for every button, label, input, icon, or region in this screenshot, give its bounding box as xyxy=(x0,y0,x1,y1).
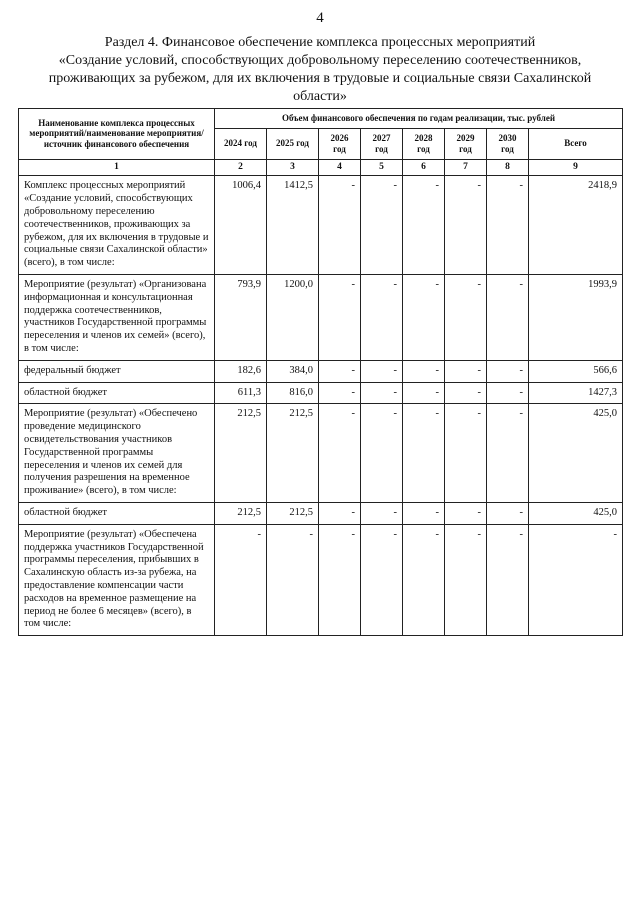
cell-total: 1993,9 xyxy=(529,275,623,361)
cell-2027: - xyxy=(361,382,403,404)
table-row xyxy=(19,176,623,275)
cell-2028: - xyxy=(403,176,445,275)
page-number: 4 xyxy=(316,10,324,26)
column-number: 4 xyxy=(319,159,361,176)
section-title: Раздел 4. Финансовое обеспечение комплекса процессных мероприятий xyxy=(104,35,536,50)
header-year-2028: 2028 год xyxy=(403,128,445,159)
section-heading xyxy=(24,34,616,106)
table-row xyxy=(19,360,623,382)
column-number: 8 xyxy=(487,159,529,176)
cell-total: 566,6 xyxy=(529,360,623,382)
header-total: Всего xyxy=(529,128,623,159)
cell-2027: - xyxy=(361,275,403,361)
finance-table-container xyxy=(18,108,622,636)
cell-2024: 212,5 xyxy=(215,503,267,525)
cell-2030: - xyxy=(487,404,529,503)
cell-2024: 182,6 xyxy=(215,360,267,382)
cell-2028: - xyxy=(403,382,445,404)
section-subtitle: «Создание условий, способствующих добровольному переселению соотечественников, проживающих за рубежом, для их включения в трудовые и социальные связи Сахалинской области» xyxy=(48,52,592,104)
cell-2028: - xyxy=(403,275,445,361)
cell-2028: - xyxy=(403,503,445,525)
cell-2029: - xyxy=(445,524,487,635)
cell-total: 425,0 xyxy=(529,404,623,503)
cell-total: 2418,9 xyxy=(529,176,623,275)
cell-2029: - xyxy=(445,404,487,503)
column-number: 9 xyxy=(529,159,623,176)
cell-2026: - xyxy=(319,404,361,503)
cell-2026: - xyxy=(319,275,361,361)
cell-2027: - xyxy=(361,503,403,525)
cell-2027: - xyxy=(361,176,403,275)
row-name: федеральный бюджет xyxy=(19,360,215,382)
header-year-2030: 2030 год xyxy=(487,128,529,159)
cell-2030: - xyxy=(487,360,529,382)
cell-2029: - xyxy=(445,176,487,275)
cell-2024: 1006,4 xyxy=(215,176,267,275)
cell-2028: - xyxy=(403,524,445,635)
cell-2030: - xyxy=(487,382,529,404)
cell-2025: 816,0 xyxy=(267,382,319,404)
header-year-2026: 2026 год xyxy=(319,128,361,159)
column-number: 2 xyxy=(215,159,267,176)
column-numbers-row xyxy=(19,159,623,176)
column-number: 3 xyxy=(267,159,319,176)
cell-2029: - xyxy=(445,275,487,361)
cell-total: - xyxy=(529,524,623,635)
header-year-2024: 2024 год xyxy=(215,128,267,159)
header-funding-group: Объем финансового обеспечения по годам реализации, тыс. рублей xyxy=(215,109,623,129)
cell-2025: 212,5 xyxy=(267,503,319,525)
column-number: 5 xyxy=(361,159,403,176)
header-year-2027: 2027 год xyxy=(361,128,403,159)
cell-2029: - xyxy=(445,503,487,525)
cell-total: 1427,3 xyxy=(529,382,623,404)
table-row xyxy=(19,275,623,361)
column-number: 1 xyxy=(19,159,215,176)
row-name: Мероприятие (результат) «Обеспечено проведение медицинского освидетельствования участников Государственной программы переселения и членов их семей для получения разрешения на временное проживание» (всего), в том числе: xyxy=(19,404,215,503)
row-name: Комплекс процессных мероприятий «Создание условий, способствующих добровольному переселению соотечественников, проживающих за рубежом, для их включения в трудовые и социальные связи Сахалинской области» (всего), в том числе: xyxy=(19,176,215,275)
cell-2030: - xyxy=(487,524,529,635)
cell-2028: - xyxy=(403,360,445,382)
table-row xyxy=(19,503,623,525)
cell-2026: - xyxy=(319,503,361,525)
cell-2027: - xyxy=(361,404,403,503)
cell-2030: - xyxy=(487,275,529,361)
cell-2024: 793,9 xyxy=(215,275,267,361)
cell-2025: 384,0 xyxy=(267,360,319,382)
cell-2026: - xyxy=(319,360,361,382)
cell-2026: - xyxy=(319,176,361,275)
header-year-2029: 2029 год xyxy=(445,128,487,159)
column-number: 6 xyxy=(403,159,445,176)
row-name: областной бюджет xyxy=(19,503,215,525)
finance-table xyxy=(18,108,623,636)
cell-2027: - xyxy=(361,524,403,635)
row-name: Мероприятие (результат) «Обеспечена поддержка участников Государственной программы переселения, прибывших в Сахалинскую область из-за рубежа, на предоставление компенсации части расходов на временное размещение на период не более 6 месяцев» (всего), в том числе: xyxy=(19,524,215,635)
cell-2025: 1200,0 xyxy=(267,275,319,361)
cell-2030: - xyxy=(487,176,529,275)
row-name: Мероприятие (результат) «Организована информационная и консультационная поддержка соотечественников, участников Государственной программы переселения и членов их семей» (всего), в том числе: xyxy=(19,275,215,361)
cell-2025: 1412,5 xyxy=(267,176,319,275)
cell-2024: 611,3 xyxy=(215,382,267,404)
table-row xyxy=(19,524,623,635)
cell-2027: - xyxy=(361,360,403,382)
cell-2030: - xyxy=(487,503,529,525)
cell-2029: - xyxy=(445,382,487,404)
table-row xyxy=(19,382,623,404)
cell-2024: 212,5 xyxy=(215,404,267,503)
cell-2026: - xyxy=(319,524,361,635)
cell-2029: - xyxy=(445,360,487,382)
cell-2028: - xyxy=(403,404,445,503)
header-year-2025: 2025 год xyxy=(267,128,319,159)
cell-total: 425,0 xyxy=(529,503,623,525)
cell-2024: - xyxy=(215,524,267,635)
header-name-column: Наименование комплекса процессных мероприятий/наименование мероприятия/источник финансового обеспечения xyxy=(19,109,215,160)
row-name: областной бюджет xyxy=(19,382,215,404)
table-row xyxy=(19,404,623,503)
cell-2025: 212,5 xyxy=(267,404,319,503)
table-header-row-1 xyxy=(19,109,623,129)
cell-2025: - xyxy=(267,524,319,635)
column-number: 7 xyxy=(445,159,487,176)
cell-2026: - xyxy=(319,382,361,404)
